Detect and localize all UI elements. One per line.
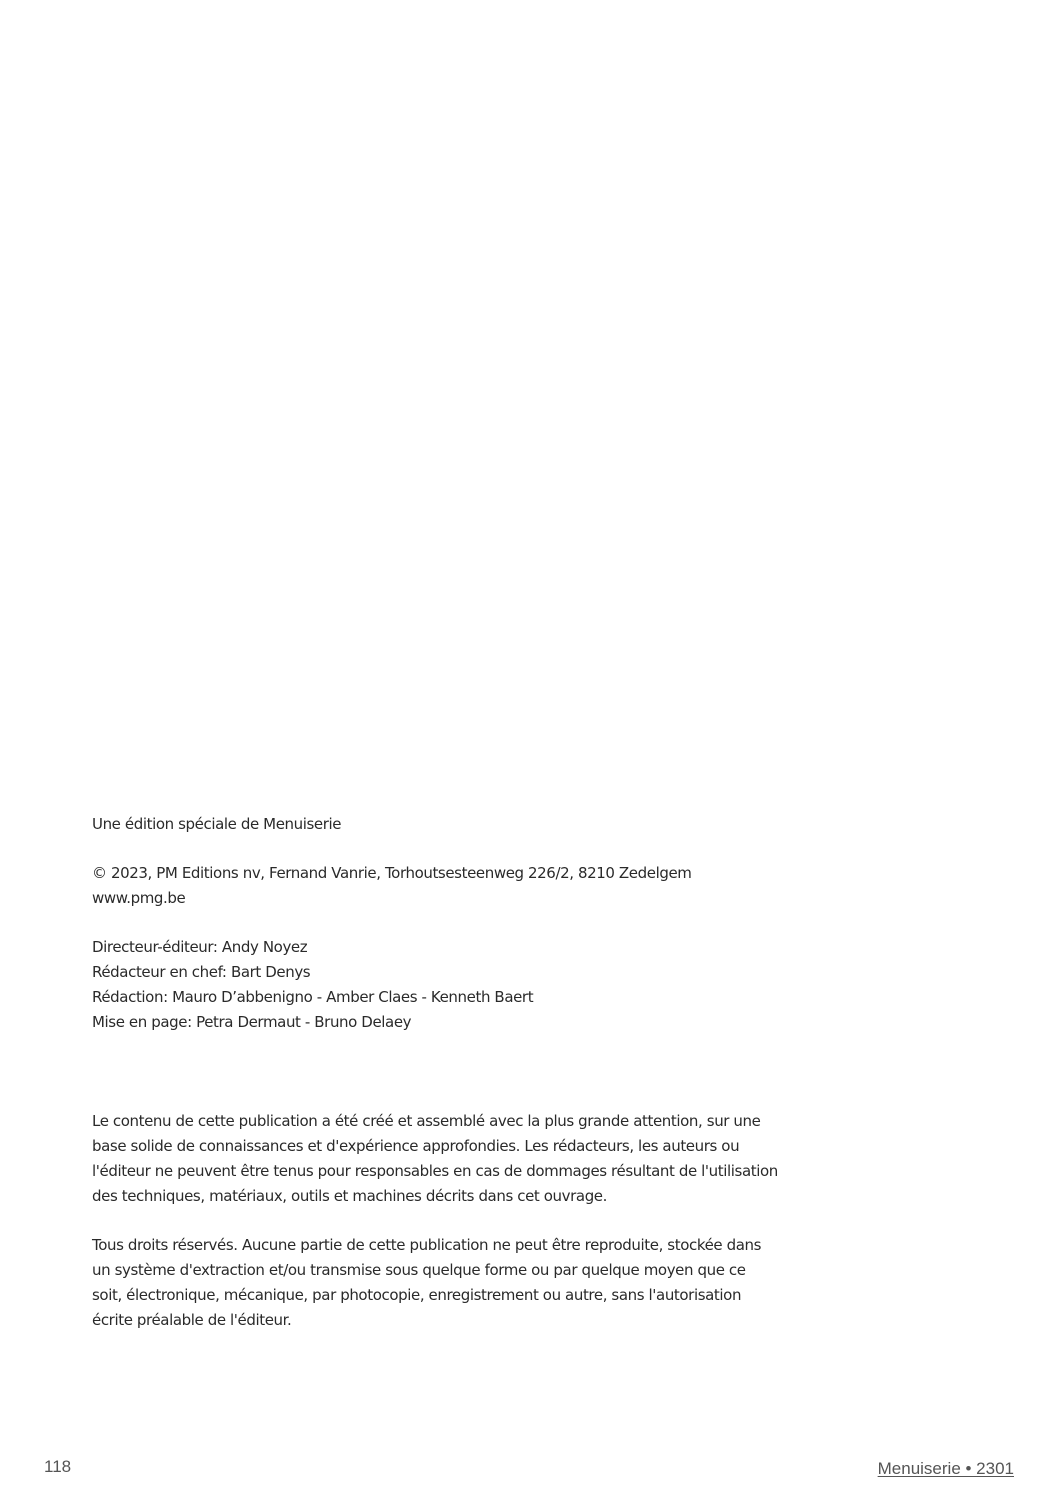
credit-editor-in-chief: Rédacteur en chef: Bart Denys bbox=[92, 963, 311, 981]
rights-paragraph bbox=[92, 1233, 772, 1333]
disclaimer-line: des techniques, matériaux, outils et machines décrits dans cet ouvrage. bbox=[92, 1187, 608, 1205]
credits-block bbox=[92, 935, 772, 1035]
disclaimer-paragraph bbox=[92, 1109, 778, 1209]
credit-editorial: Rédaction: Mauro D’abbenigno - Amber Claes - Kenneth Baert bbox=[92, 988, 534, 1006]
disclaimer-line: base solide de connaissances et d'expérience approfondies. Les rédacteurs, les auteurs ou bbox=[92, 1137, 740, 1155]
rights-line: soit, électronique, mécanique, par photocopie, enregistrement ou autre, sans l'autorisation bbox=[92, 1286, 742, 1304]
publication-footer-link[interactable]: Menuiserie • 2301 bbox=[877, 1459, 1014, 1478]
edition-line: Une édition spéciale de Menuiserie bbox=[92, 815, 342, 833]
disclaimer-line: l'éditeur ne peuvent être tenus pour responsables en cas de dommages résultant de l'utilisation bbox=[92, 1162, 778, 1180]
credit-director: Directeur-éditeur: Andy Noyez bbox=[92, 938, 308, 956]
rights-line: un système d'extraction et/ou transmise sous quelque forme ou par quelque moyen que ce bbox=[92, 1261, 746, 1279]
edition-statement bbox=[92, 812, 772, 837]
copyright-line: © 2023, PM Editions nv, Fernand Vanrie, Torhoutsesteenweg 226/2, 8210 Zedelgem bbox=[92, 864, 692, 882]
page-number: 118 bbox=[44, 1457, 72, 1476]
disclaimer-line: Le contenu de cette publication a été créé et assemblé avec la plus grande attention, sur une bbox=[92, 1112, 761, 1130]
credit-layout: Mise en page: Petra Dermaut - Bruno Delaey bbox=[92, 1013, 412, 1031]
rights-line: Tous droits réservés. Aucune partie de cette publication ne peut être reproduite, stockée dans bbox=[92, 1236, 762, 1254]
colophon bbox=[92, 812, 778, 1333]
rights-line: écrite préalable de l'éditeur. bbox=[92, 1311, 292, 1329]
website-link[interactable]: www.pmg.be bbox=[92, 889, 186, 907]
publisher-block bbox=[92, 861, 772, 911]
